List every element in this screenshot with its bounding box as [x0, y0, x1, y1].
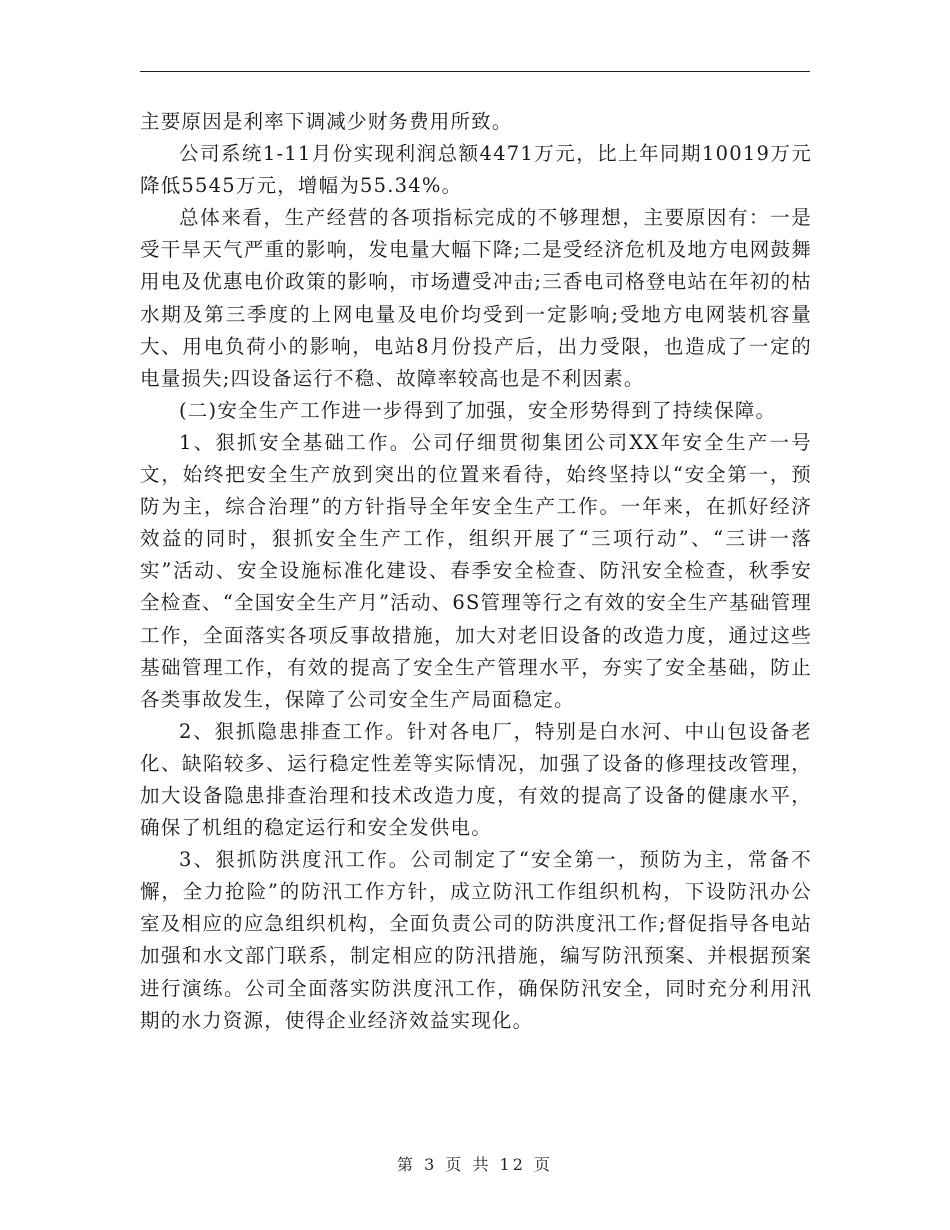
- section-heading-2: (二)安全生产工作进一步得到了加强，安全形势得到了持续保障。: [179, 398, 777, 422]
- paragraph-hazard-inspection: 2、狠抓隐患排查工作。针对各电厂，特别是白水河、中山包设备老化、缺陷较多、运行稳定性差等实际情况，加强了设备的修理技改管理，加大设备隐患排查治理和技术改造力度，有效的提高了设备的健康水平，确保了机组的稳定运行和安全发供电。: [140, 719, 812, 840]
- paragraph-3: 总体来看，生产经营的各项指标完成的不够理想，主要原因有：一是受干旱天气严重的影响，发电量大幅下降;二是受经济危机及地方电网鼓舞用电及优惠电价政策的影响，市场遭受冲击;三香电司格登电站在年初的枯水期及第三季度的上网电量及电价均受到一定影响;受地方电网装机容量大、用电负荷小的影响，电站8月份投产后，出力受限，也造成了一定的电量损失;四设备运行不稳、故障率较高也是不利因素。: [140, 206, 812, 390]
- paragraph-flood-control: 3、狠抓防洪度汛工作。公司制定了“安全第一，预防为主，常备不懈，全力抢险”的防汛工作方针，成立防汛工作组织机构，下设防汛办公室及相应的应急组织机构，全面负责公司的防洪度汛工作;督促指导各电站加强和水文部门联系，制定相应的防汛措施，编写防汛预案、并根据预案进行演练。公司全面落实防洪度汛工作，确保防汛安全，同时充分利用汛期的水力资源，使得企业经济效益实现化。: [140, 848, 812, 1032]
- document-body: [140, 106, 812, 1037]
- paragraph-safety-foundation: 1、狠抓安全基础工作。公司仔细贯彻集团公司XX年安全生产一号文，始终把安全生产放到突出的位置来看待，始终坚持以“安全第一，预防为主，综合治理”的方针指导全年安全生产工作。一年来，在抓好经济效益的同时，狠抓安全生产工作，组织开展了“三项行动”、“三讲一落实”活动、安全设施标准化建设、春季安全检查、防汛安全检查，秋季安全检查、“全国安全生产月”活动、6S管理等行之有效的安全生产基础管理工作，全面落实各项反事故措施，加大对老旧设备的改造力度，通过这些基础管理工作，有效的提高了安全生产管理水平，夯实了安全基础，防止各类事故发生，保障了公司安全生产局面稳定。: [140, 430, 812, 711]
- paragraph-2: 公司系统1-11月份实现利润总额4471万元，比上年同期10019万元降低5545万元，增幅为55.34%。: [140, 142, 812, 198]
- page-number-footer: 第 3 页 共 12 页: [397, 1155, 553, 1174]
- paragraph-1: 主要原因是利率下调减少财务费用所致。: [140, 110, 513, 133]
- header-rule: [140, 71, 810, 72]
